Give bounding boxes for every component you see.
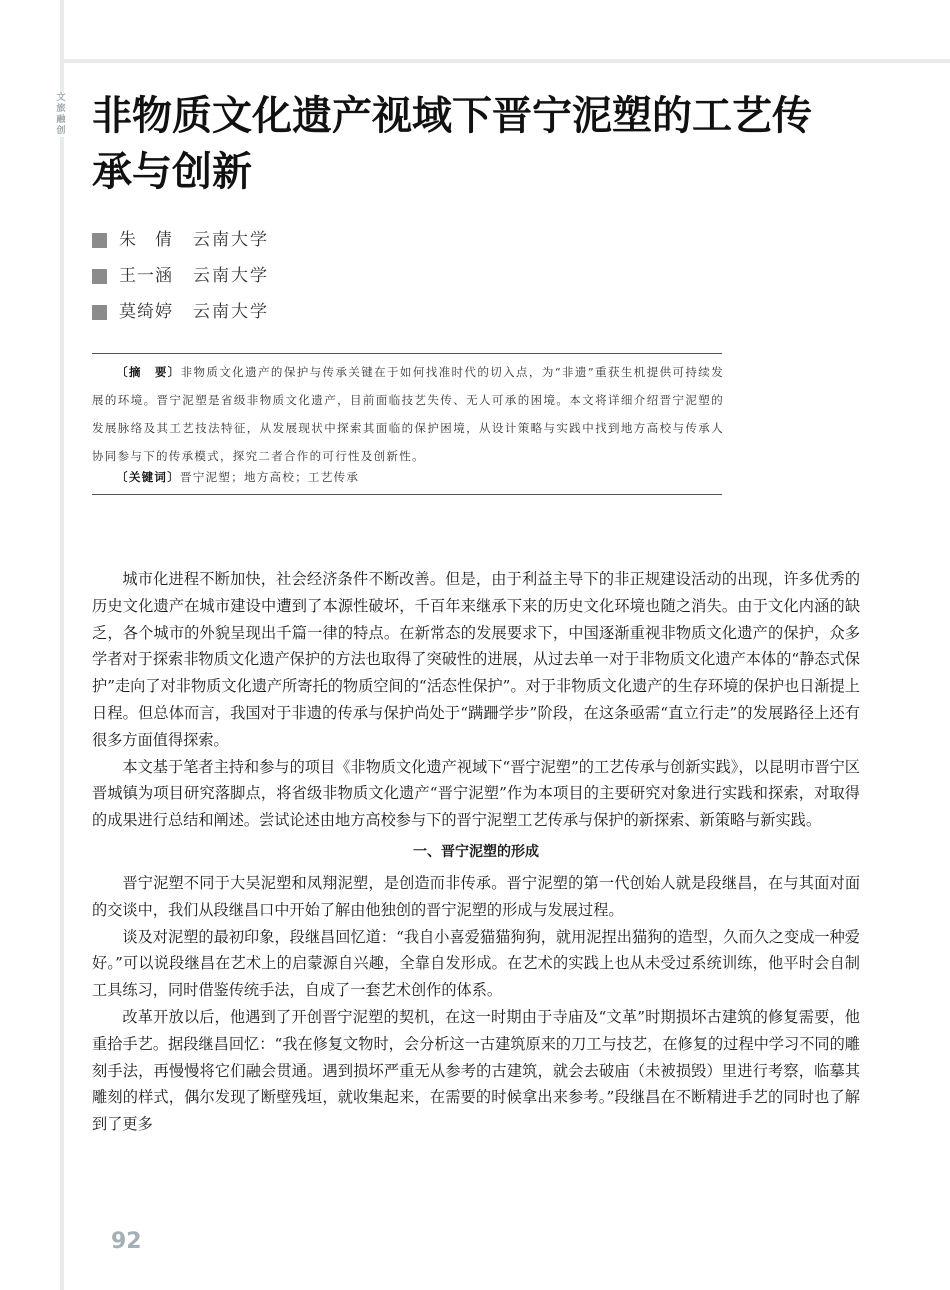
keywords bbox=[92, 467, 722, 487]
keywords-label-close: 〕 bbox=[167, 470, 181, 484]
section-heading: 一、晋宁泥塑的形成 bbox=[413, 843, 539, 860]
section-side-label bbox=[55, 93, 67, 137]
body-paragraph: 本文基于笔者主持和参与的项目《非物质文化遗产视域下“晋宁泥塑”的工艺传承与创新实践》，以昆明市晋宁区晋城镇为项目研究落脚点，将省级非物质文化遗产“晋宁泥塑”作为本项目的主要研究对象进行实践和探索，对取得的成果进行总结和阐述。尝试论述由地方高校参与下的晋宁泥塑工艺传承与保护的新探索、新策略与新实践。 bbox=[92, 757, 860, 830]
abstract-label-open: 〔 bbox=[116, 365, 130, 379]
body-paragraph: 晋宁泥塑不同于大吴泥塑和凤翔泥塑，是创造而非传承。晋宁泥塑的第一代创始人就是段继昌，在与其面对面的交谈中，我们从段继昌口中开始了解由他独创的晋宁泥塑的形成与发展过程。 bbox=[92, 873, 860, 919]
body-paragraph: 谈及对泥塑的最初印象，段继昌回忆道：“我自小喜爱猫猫狗狗，就用泥捏出猫狗的造型，久而久之变成一种爱好。”可以说段继昌在艺术上的启蒙源自兴趣，全靠自发形成。在艺术的实践上也从未受过系统训练，他平时会自制工具练习，同时借鉴传统手法，自成了一套艺术创作的体系。 bbox=[92, 927, 860, 1000]
bullet-square-icon bbox=[92, 269, 107, 284]
author-entry bbox=[92, 258, 269, 294]
side-label-char: 创 bbox=[56, 126, 66, 136]
keywords-label-open: 〔 bbox=[116, 470, 129, 484]
body-paragraph: 改革开放以后，他遇到了开创晋宁泥塑的契机，在这一时期由于寺庙及“文革”时期损坏古建筑的修复需要，他重拾手艺。据段继昌回忆：“我在修复文物时，会分析这一古建筑原来的刀工与技艺，在修复的过程中学习不同的雕刻手法，再慢慢将它们融会贯通。遇到损坏严重无从参考的古建筑，就会去破庙（未被损毁）里进行考察，临摹其雕刻的样式，偶尔发现了断壁残垣，就收集起来，在需要的时候拿出来参考。”段继昌在不断精进手艺的同时也了解到了更多 bbox=[92, 1007, 860, 1134]
article-title: 非物质文化遗产视域下晋宁泥塑的工艺传承与创新 bbox=[92, 93, 812, 195]
author-name: 王一涵 bbox=[119, 266, 173, 286]
bullet-square-icon bbox=[92, 233, 107, 248]
side-label-char: 文 bbox=[56, 93, 66, 103]
author-entry bbox=[92, 294, 269, 330]
author-affiliation: 云南大学 bbox=[193, 230, 269, 250]
author-affiliation: 云南大学 bbox=[193, 302, 269, 322]
side-label-char: 融 bbox=[56, 115, 66, 125]
abstract-label: 摘 要 bbox=[129, 365, 168, 379]
article-body bbox=[92, 566, 860, 1138]
keywords-label: 关键词 bbox=[128, 470, 168, 484]
abstract-box bbox=[92, 353, 722, 495]
bullet-square-icon bbox=[92, 305, 107, 320]
header-rule bbox=[64, 59, 950, 63]
author-entry bbox=[92, 222, 269, 258]
author-list bbox=[92, 222, 269, 330]
author-name: 朱 倩 bbox=[119, 230, 173, 250]
page-number: 92 bbox=[111, 1229, 142, 1254]
left-margin-rule bbox=[60, 0, 64, 1290]
keywords-text: 晋宁泥塑；地方高校；工艺传承 bbox=[180, 470, 360, 484]
author-name: 莫绮婷 bbox=[119, 302, 173, 322]
abstract bbox=[92, 358, 724, 470]
body-paragraph: 城市化进程不断加快，社会经济条件不断改善。但是，由于利益主导下的非正规建设活动的出现，许多优秀的历史文化遗产在城市建设中遭到了本源性破坏，千百年来继承下来的历史文化环境也随之消失。由于文化内涵的缺乏，各个城市的外貌呈现出千篇一律的特点。在新常态的发展要求下，中国逐渐重视非物质文化遗产的保护，众多学者对于探索非物质文化遗产保护的方法也取得了突破性的进展，从过去单一对于非物质文化遗产本体的“静态式保护”走向了对非物质文化遗产所寄托的物质空间的“活态性保护”。对于非物质文化遗产的生存环境的保护也日渐提上日程。但总体而言，我国对于非遗的传承与保护尚处于“蹒跚学步”阶段，在这条亟需“直立行走”的发展路径上还有很多方面值得探索。 bbox=[92, 570, 860, 749]
abstract-text: 非物质文化遗产的保护与传承关键在于如何找准时代的切入点，为“非遗”重获生机提供可持续发展的环境。晋宁泥塑是省级非物质文化遗产，目前面临技艺失传、无人可承的困境。本文将详细介绍晋宁泥塑的发展脉络及其工艺技法特征，从发展现状中探索其面临的保护困境，从设计策略与实践中找到地方高校与传承人协同参与下的传承模式，探究二者合作的可行性及创新性。 bbox=[92, 365, 724, 463]
author-affiliation: 云南大学 bbox=[193, 266, 269, 286]
side-label-char: 旅 bbox=[56, 104, 66, 114]
abstract-label-close: 〕 bbox=[167, 365, 181, 379]
